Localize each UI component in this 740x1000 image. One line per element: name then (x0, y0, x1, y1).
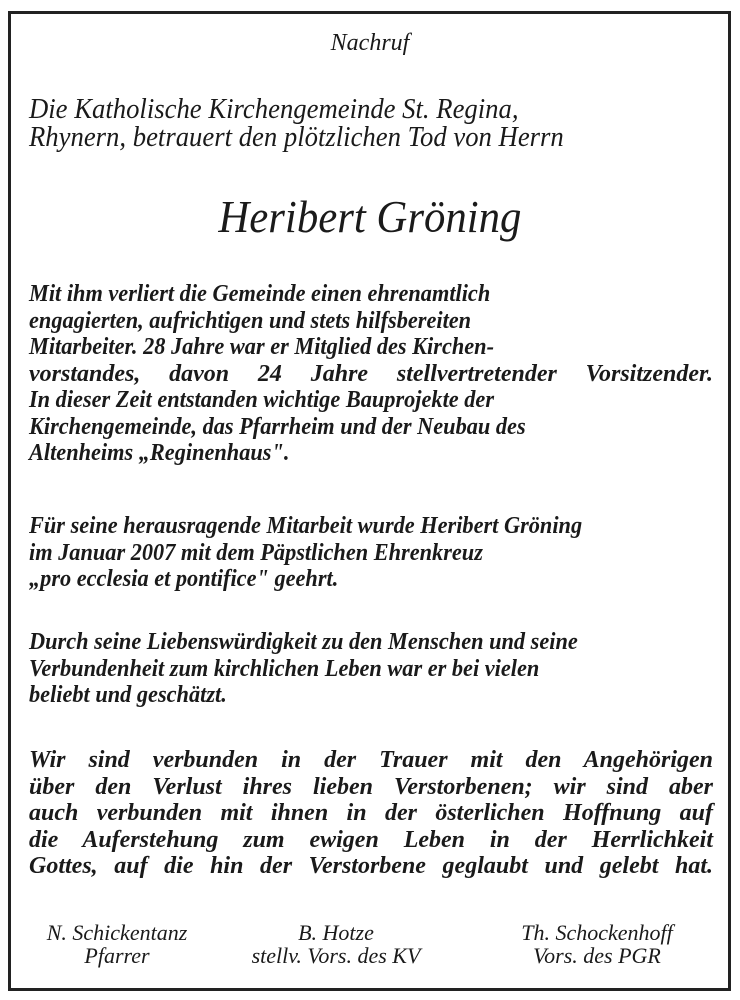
paragraph-line: engagierten, aufrichtigen und stets hilfsbereiten (29, 307, 472, 334)
paragraph-character (29, 629, 713, 709)
paragraph-line: Verbundenheit zum kirchlichen Leben war er bei vielen (29, 655, 540, 682)
signature-pastor (22, 921, 212, 967)
paragraph-line: „pro ecclesia et pontifice" geehrt. (29, 566, 339, 592)
paragraph-line: die Auferstehung zum ewigen Leben in der Herrlichkeit (29, 826, 713, 853)
paragraph-line: Wir sind verbunden in der Trauer mit den Angehörigen (29, 747, 713, 773)
signature-role: Pfarrer (84, 943, 150, 968)
paragraph-line: beliebt und geschätzt. (29, 682, 227, 708)
paragraph-line: Gottes, auf die hin der Verstorbene geglaubt und gelebt hat. (29, 853, 713, 879)
paragraph-tribute (29, 281, 713, 467)
paragraph-line: Mitarbeiter. 28 Jahre war er Mitglied des Kirchen- (29, 334, 495, 360)
paragraph-honor (29, 513, 713, 593)
signature-pgr-chair (497, 921, 697, 967)
paragraph-line: auch verbunden mit ihnen in der österlichen Hoffnung auf (29, 800, 713, 826)
signature-name: Th. Schockenhoff (521, 920, 673, 945)
intro-line: Die Katholische Kirchengemeinde St. Regina, (29, 93, 519, 125)
intro-text (29, 95, 610, 151)
deceased-name (0, 192, 740, 242)
paragraph-line: vorstandes, davon 24 Jahre stellvertretender Vorsitzender. (29, 360, 713, 387)
paragraph-line: Für seine herausragende Mitarbeit wurde Heribert Gröning (29, 513, 583, 539)
signature-kv-deputy (236, 921, 436, 967)
paragraph-condolence (29, 747, 713, 880)
intro-line: Rhynern, betrauert den plötzlichen Tod von Herrn (29, 121, 564, 153)
paragraph-line: In dieser Zeit entstanden wichtige Bauprojekte der (29, 387, 495, 413)
signature-role: stellv. Vors. des KV (251, 943, 421, 968)
paragraph-line: Kirchengemeinde, das Pfarrheim und der Neubau des (29, 413, 526, 440)
signature-role: Vors. des PGR (533, 943, 661, 968)
paragraph-line: über den Verlust ihres lieben Verstorbenen; wir sind aber (29, 773, 713, 800)
deceased-name-text: Heribert Gröning (218, 191, 522, 242)
signature-name: B. Hotze (298, 920, 374, 945)
notice-title: Nachruf (330, 30, 410, 56)
paragraph-line: Altenheims „Reginenhaus". (29, 440, 290, 466)
paragraph-line: Mit ihm verliert die Gemeinde einen ehrenamtlich (29, 281, 491, 307)
paragraph-line: Durch seine Liebenswürdigkeit zu den Menschen und seine (29, 629, 578, 655)
paragraph-line: im Januar 2007 mit dem Päpstlichen Ehrenkreuz (29, 539, 483, 566)
signature-name: N. Schickentanz (46, 920, 188, 945)
